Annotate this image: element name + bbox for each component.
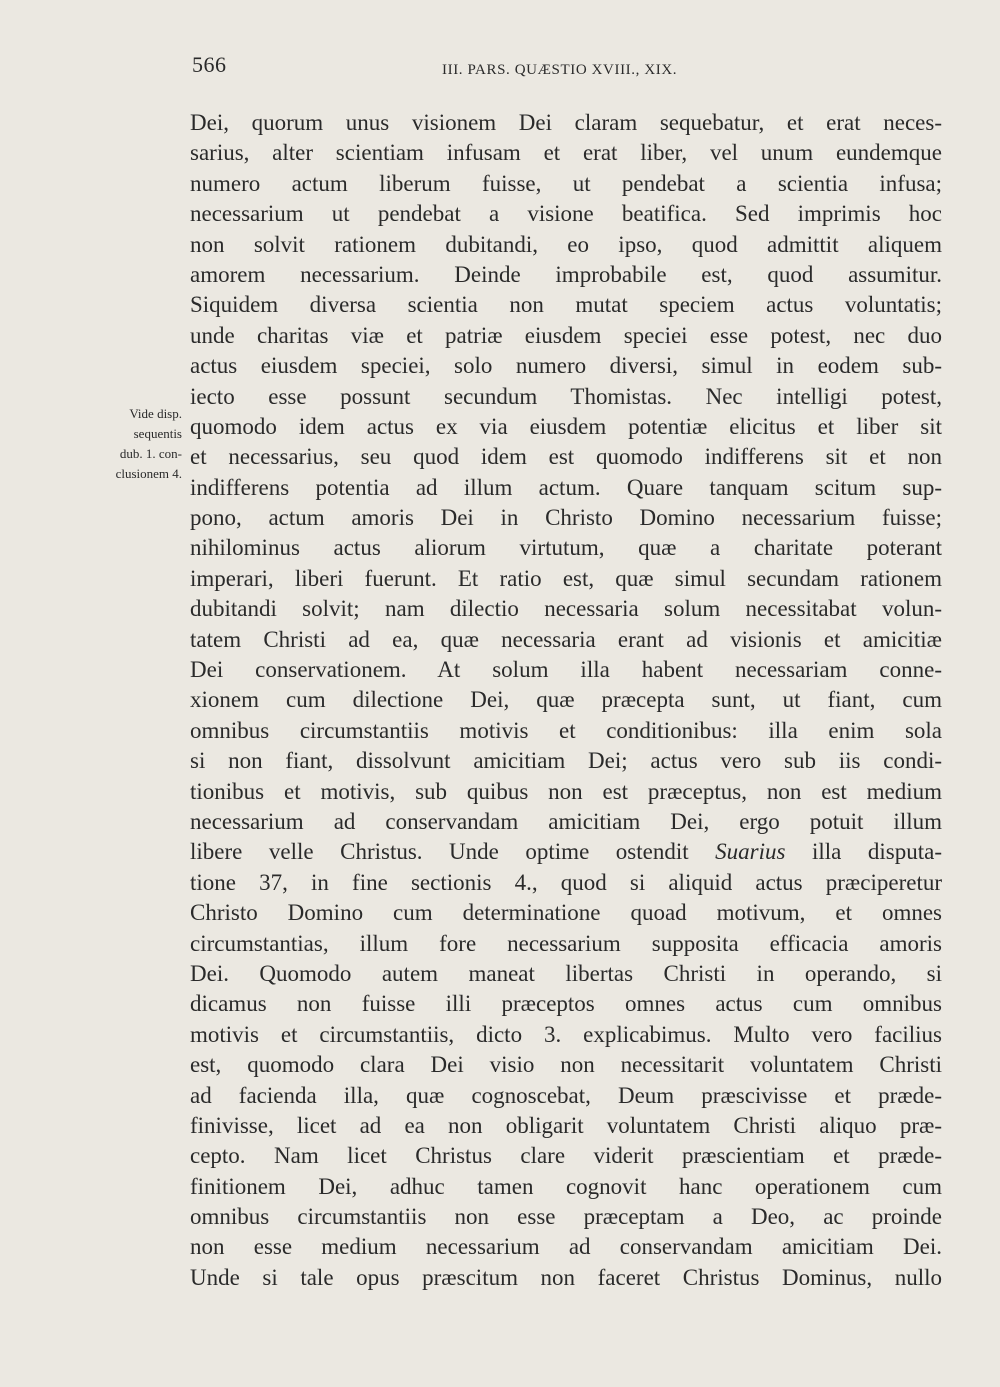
text-line: dicamus non fuisse illi præceptos omnes actus cum omnibus [190,991,942,1017]
text-line: et necessarius, seu quod idem est quomodo indifferens sit et non [190,444,942,470]
text-line: finivisse, licet ad ea non obligarit voluntatem Christi aliquo præ- [190,1112,942,1138]
page-number: 566 [192,52,227,77]
text-line: imperari, liberi fuerunt. Et ratio est, quæ simul secundam rationem [190,565,942,591]
text-line: nihilominus actus aliorum virtutum, quæ a charitate poterant [190,535,942,561]
text-line: motivis et circumstantiis, dicto 3. explicabimus. Multo vero facilius [190,1021,942,1047]
text-line: est, quomodo clara Dei visio non necessitarit voluntatem Christi [190,1052,942,1078]
text-line: ad facienda illa, quæ cognoscebat, Deum præscivisse et præde- [190,1082,942,1108]
text-line: non solvit rationem dubitandi, eo ipso, quod admittit aliquem [190,231,942,257]
text-line: quomodo idem actus ex via eiusdem potentiæ elicitus et liber sit [190,413,942,439]
text-line: Dei conservationem. At solum illa habent necessariam conne- [190,657,942,683]
text-line: amorem necessarium. Deinde improbabile est, quod assumitur. [190,261,942,287]
text-line: tionibus et motivis, sub quibus non est præceptus, non est medium [190,778,942,804]
text-line: Dei. Quomodo autem maneat libertas Christi in operando, si [190,960,942,986]
margin-note [82,404,182,484]
text-line: non esse medium necessarium ad conservandam amicitiam Dei. [190,1234,942,1260]
text-line: unde charitas viæ et patriæ eiusdem speciei esse potest, nec duo [190,322,942,348]
text-line: cepto. Nam licet Christus clare viderit præscientiam et præde- [190,1143,942,1169]
text-line: numero actum liberum fuisse, ut pendebat a scientia infusa; [190,170,942,196]
author-name-italic: Suarius [715,839,786,865]
text-line: circumstantias, illum fore necessarium supposita efficacia amoris [190,930,942,956]
text-line: indifferens potentia ad illum actum. Quare tanquam scitum sup- [190,474,942,500]
text-line: tione 37, in fine sectionis 4., quod si aliquid actus præciperetur [190,869,942,895]
text-line: si non fiant, dissolvunt amicitiam Dei; actus vero sub iis condi- [190,748,942,774]
text-line: finitionem Dei, adhuc tamen cognovit hanc operationem cum [190,1173,942,1199]
text-line: necessarium ut pendebat a visione beatifica. Sed imprimis hoc [190,201,942,227]
text-line-with-italic: libere velle Christus. Unde optime ostendit Suarius illa disputa- [190,839,942,865]
body-text [190,108,942,1293]
text-line: omnibus circumstantiis non esse præceptam a Deo, ac proinde [190,1204,942,1230]
text-line: Dei, quorum unus visionem Dei claram sequebatur, et erat neces- [190,110,942,135]
text-line: Unde si tale opus præscitum non faceret Christus Dominus, nullo [190,1264,942,1290]
text-line: sarius, alter scientiam infusam et erat liber, vel unum eundemque [190,140,942,166]
margin-note-line: dub. 1. con- [119,446,182,461]
text-line: iecto esse possunt secundum Thomistas. Nec intelligi potest, [190,383,942,409]
margin-note-line: clusionem 4. [115,466,182,481]
text-line: actus eiusdem speciei, solo numero diversi, simul in eodem sub- [190,353,942,379]
text-line: Christo Domino cum determinatione quoad motivum, et omnes [190,900,942,926]
text-line: necessarium ad conservandam amicitiam Dei, ergo potuit illum [190,808,942,834]
text-line: omnibus circumstantiis motivis et conditionibus: illa enim sola [190,717,942,743]
margin-note-line: sequentis [133,426,182,441]
running-head: III. PARS. QUÆSTIO XVIII., XIX. [442,62,678,78]
margin-note-line: Vide disp. [129,406,182,421]
text-line: xionem cum dilectione Dei, quæ præcepta sunt, ut fiant, cum [190,687,942,713]
text-line: tatem Christi ad ea, quæ necessaria erant ad visionis et amicitiæ [190,626,942,652]
text-line: Siquidem diversa scientia non mutat speciem actus voluntatis; [190,292,942,318]
text-line: pono, actum amoris Dei in Christo Domino necessarium fuisse; [190,505,942,531]
text-line: dubitandi solvit; nam dilectio necessaria solum necessitabat volun- [190,596,942,622]
